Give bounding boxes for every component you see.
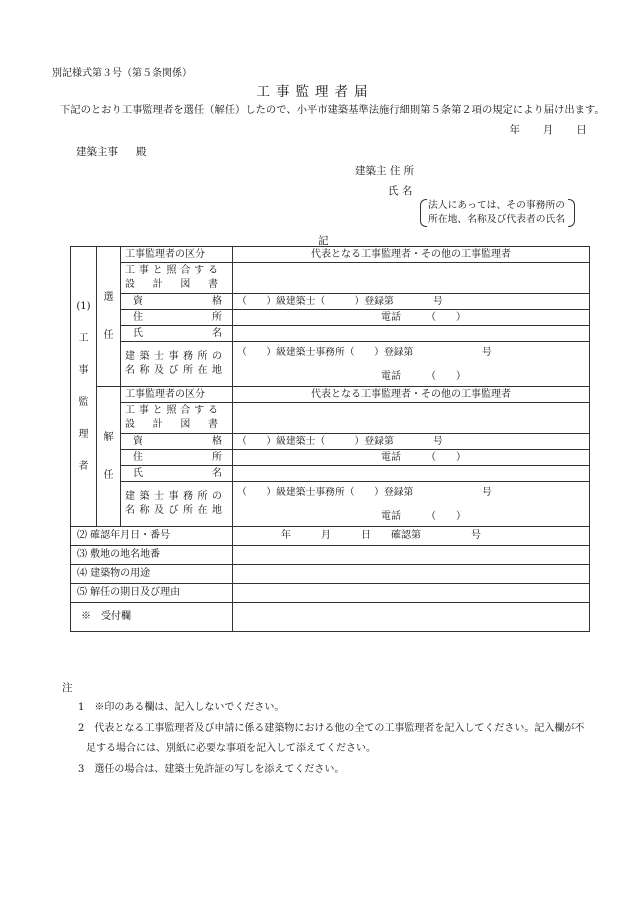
dismiss-name-field[interactable] bbox=[233, 466, 590, 482]
dismiss-category-label: 工事監理者の区分 bbox=[121, 387, 233, 403]
section1-number: (1) bbox=[76, 300, 91, 312]
dismiss-category-value[interactable]: 代表となる工事監理者・その他の工事監理者 bbox=[233, 387, 590, 403]
appoint-qualification-value[interactable]: （ ）級建築士（ ）登録第 号 bbox=[233, 294, 590, 310]
date-month: 月 bbox=[542, 124, 554, 136]
drawings-label-line1: 工事と照合する bbox=[125, 265, 218, 276]
appoint-address-label: 住所 bbox=[121, 310, 233, 326]
appoint-qualification-label: 資格 bbox=[121, 294, 233, 310]
site-field[interactable] bbox=[233, 546, 590, 565]
section1-char: 事 bbox=[78, 364, 89, 376]
dismiss-drawings-field[interactable] bbox=[233, 403, 590, 434]
recipient-title: 建築主事 bbox=[76, 146, 118, 158]
date-line bbox=[490, 122, 587, 137]
note-2: 2 代表となる工事監理者及び申請に係る建築物における他の全ての工事監理者を記入してください。記入欄が不 bbox=[78, 723, 585, 734]
dismiss-address-field[interactable] bbox=[233, 450, 590, 466]
appoint-address-field[interactable] bbox=[233, 310, 590, 326]
intro-text: 下記のとおり工事監理者を選任（解任）したので、小平市建築基準法施行細則第５条第２項の規定により届け出ます。 bbox=[60, 104, 605, 116]
appoint-drawings-label bbox=[121, 263, 233, 294]
drawings-label-line2: 設 計 図 書 bbox=[125, 279, 218, 290]
confirm-value: 年 月 日 確認第 号 bbox=[281, 530, 481, 541]
office-label-line1: 建築士事務所の bbox=[125, 351, 222, 362]
reception-label: ※ 受付欄 bbox=[71, 603, 233, 632]
appoint-cell bbox=[97, 247, 121, 387]
drawings-label-line2: 設 計 図 書 bbox=[125, 419, 218, 430]
appoint-name-field[interactable] bbox=[233, 326, 590, 342]
section1-char: 工 bbox=[78, 332, 89, 344]
dismiss-date-field[interactable] bbox=[233, 584, 590, 603]
site-label: ⑶ 敷地の地名地番 bbox=[71, 546, 233, 565]
dismiss-office-label bbox=[121, 482, 233, 527]
dismiss-office-phone[interactable] bbox=[233, 508, 590, 527]
dismiss-drawings-label bbox=[121, 403, 233, 434]
dismiss-office-value[interactable]: （ ）級建築士事務所（ ）登録第 号 bbox=[233, 482, 590, 505]
appoint-char: 選 bbox=[103, 291, 114, 303]
dismiss-cell bbox=[97, 387, 121, 527]
date-day: 日 bbox=[576, 124, 587, 136]
dismiss-qualification-value[interactable]: （ ）級建築士（ ）登録第 号 bbox=[233, 434, 590, 450]
appoint-office-phone-text: 電話 （ ） bbox=[381, 371, 466, 382]
note-1: 1 ※印のある欄は、記入しないでください。 bbox=[78, 702, 285, 713]
dismiss-date-label: ⑸ 解任の期日及び理由 bbox=[71, 584, 233, 603]
drawings-label-line1: 工事と照合する bbox=[125, 405, 218, 416]
ki-heading: 記 bbox=[318, 235, 329, 247]
usage-field[interactable] bbox=[233, 565, 590, 584]
dismiss-phone: 電話 （ ） bbox=[381, 451, 466, 463]
office-label-line2: 名称及び所在地 bbox=[125, 365, 222, 376]
form-id: 別記様式第３号（第５条関係） bbox=[52, 68, 192, 79]
owner-name-label: 氏 名 bbox=[388, 185, 413, 197]
appoint-category-value[interactable]: 代表となる工事監理者・その他の工事監理者 bbox=[233, 247, 590, 263]
appoint-office-value[interactable]: （ ）級建築士事務所（ ）登録第 号 bbox=[233, 342, 590, 365]
appoint-office-phone[interactable] bbox=[233, 368, 590, 387]
reception-field bbox=[233, 603, 590, 632]
page-title: 工事監理者届 bbox=[256, 84, 374, 100]
appoint-phone: 電話 （ ） bbox=[381, 311, 466, 323]
note-3: 3 選任の場合は、建築士免許証の写しを添えてください。 bbox=[78, 764, 345, 775]
appoint-office-label bbox=[121, 342, 233, 387]
recipient bbox=[76, 144, 147, 159]
appoint-drawings-field[interactable] bbox=[233, 263, 590, 294]
corporate-note: 法人にあっては、その事務所の所在地、名称及び代表者の氏名 bbox=[420, 198, 575, 228]
usage-label: ⑷ 建築物の用途 bbox=[71, 565, 233, 584]
office-label-line1: 建築士事務所の bbox=[125, 491, 222, 502]
note-2-continued: 足する場合には、別紙に必要な事項を記入して添えてください。 bbox=[86, 743, 376, 754]
notes-heading: 注 bbox=[62, 682, 73, 694]
section1-char: 理 bbox=[78, 428, 89, 440]
dismiss-name-label: 氏名 bbox=[121, 466, 233, 482]
confirm-field[interactable] bbox=[233, 527, 590, 546]
dismiss-qualification-label: 資格 bbox=[121, 434, 233, 450]
dismiss-char: 解 bbox=[103, 431, 114, 443]
owner-address-label: 建築主 住 所 bbox=[355, 165, 415, 177]
office-label-line2: 名称及び所在地 bbox=[125, 505, 222, 516]
appoint-category-label: 工事監理者の区分 bbox=[121, 247, 233, 263]
section1-char: 者 bbox=[78, 460, 89, 472]
dismiss-office-phone-text: 電話 （ ） bbox=[381, 511, 466, 522]
appoint-char: 任 bbox=[103, 329, 114, 341]
date-year: 年 bbox=[509, 124, 520, 136]
recipient-honorific: 殿 bbox=[136, 146, 147, 158]
confirm-label: ⑵ 確認年月日・番号 bbox=[71, 527, 233, 546]
supervisor-form-table bbox=[70, 246, 590, 632]
appoint-name-label: 氏名 bbox=[121, 326, 233, 342]
dismiss-char: 任 bbox=[103, 469, 114, 481]
section1-char: 監 bbox=[78, 396, 89, 408]
section1-cell bbox=[71, 247, 97, 527]
dismiss-address-label: 住所 bbox=[121, 450, 233, 466]
